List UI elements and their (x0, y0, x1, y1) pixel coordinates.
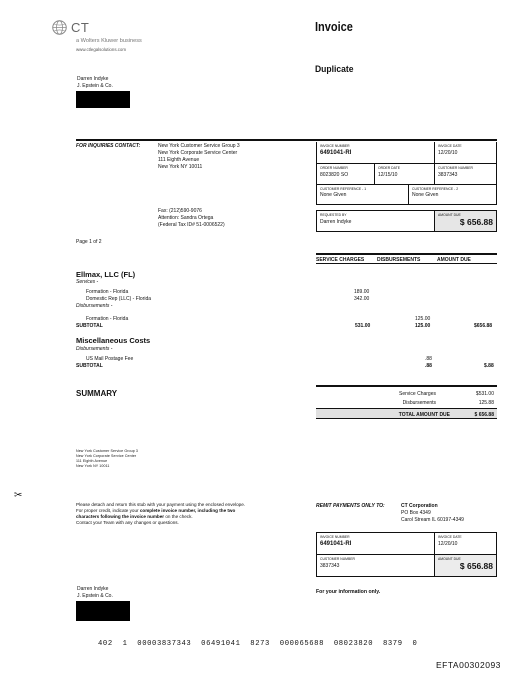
summary-disb-value: 125.88 (478, 400, 494, 406)
line-item-amount: 342.00 (354, 296, 370, 302)
page-number: Page 1 of 2 (76, 239, 102, 245)
section-title: Miscellaneous Costs (76, 336, 151, 345)
disbursements-label: Disbursements - (76, 346, 113, 352)
cell-requested-by (316, 210, 435, 232)
inquiries-tax-id: (Federal Tax ID# 51-0006522) (158, 222, 225, 228)
total-value: $ 656.88 (474, 411, 494, 418)
subtotal-disbursements: .88 (425, 363, 432, 369)
remit-line: CT Corporation (401, 503, 438, 509)
label-invoice-date: INVOICE DATE (438, 535, 462, 539)
remit-line: Carol Stream IL 60197-4349 (401, 517, 464, 523)
cell-order-number (316, 164, 375, 185)
line-item-desc: US Mail Postage Fee (86, 356, 134, 362)
cell-customer-number (435, 164, 497, 185)
inquiries-fax: Fax: (212)590-9076 (158, 208, 202, 214)
redaction-block (76, 91, 130, 108)
column-amount-due: AMOUNT DUE (437, 257, 471, 263)
label-invoice-number: INVOICE NUMBER (320, 535, 350, 539)
stub-recipient-company: J. Epstein & Co. (77, 593, 113, 599)
line-item-desc: Formation - Florida (86, 316, 129, 322)
cell-customer-ref-2 (409, 185, 497, 205)
value-order-number: 8023820 SO (320, 172, 349, 179)
line-item-amount: 125.00 (415, 316, 431, 322)
return-address-line: New York NY 10011 (76, 464, 110, 468)
ct-globe-icon (52, 20, 67, 35)
stub-cell-invoice-date (435, 533, 497, 555)
remit-line: PO Box 4349 (401, 510, 431, 516)
stub-instruction-4: Contact your Team with any changes or questions. (76, 520, 179, 525)
return-address-line: New York Customer Service Group 3 (76, 449, 139, 453)
instruction-emphasis: complete invoice number, including the two (139, 508, 236, 513)
inquiries-line-3: 111 Eighth Avenue (158, 157, 200, 163)
document-title: Invoice (315, 20, 353, 34)
invoice-info-box (316, 142, 497, 234)
value-customer-number: 3837343 (320, 563, 340, 570)
stub-cell-customer-number (316, 555, 435, 577)
stub-info-box (316, 532, 497, 578)
label-amount-due: AMOUNT DUE (438, 213, 461, 217)
value-customer-ref-2: None Given (412, 192, 439, 199)
ct-logo (52, 20, 172, 60)
label-customer-number: CUSTOMER NUMBER (320, 557, 355, 561)
cell-invoice-date (435, 142, 497, 164)
stub-cell-amount-due (435, 555, 497, 577)
inquiries-line-4: New York NY 10011 (158, 164, 203, 170)
value-invoice-date: 12/20/10 (438, 150, 458, 157)
instruction-text: For proper credit, indicate your (76, 508, 140, 513)
cell-amount-due (435, 210, 497, 232)
subtotal-label: SUBTOTAL (76, 363, 103, 369)
label-order-date: ORDER DATE (378, 166, 400, 170)
inquiries-line-1: New York Customer Service Group 3 (158, 143, 240, 149)
value-customer-number: 3837343 (438, 172, 458, 179)
copy-label: Duplicate (315, 64, 354, 75)
summary-disb-label: Disbursements (402, 400, 436, 406)
instruction-emphasis: characters following the invoice number (76, 514, 165, 519)
inquiries-attention: Attention: Sandra Ortega (158, 215, 214, 221)
cell-customer-ref-1 (316, 185, 409, 205)
section-title: Ellmax, LLC (FL) (76, 270, 136, 279)
line-item-desc: Domestic Rep (LLC) - Florida (86, 296, 152, 302)
label-invoice-number: INVOICE NUMBER (320, 144, 350, 148)
value-requested-by: Darren Indyke (320, 219, 352, 226)
inquiries-line-2: New York Corporate Service Center (158, 150, 238, 156)
bates-number: EFTA00302093 (436, 660, 501, 670)
header-rule (76, 139, 497, 141)
column-disbursements: DISBURSEMENTS (377, 257, 421, 263)
column-service-charges: SERVICE CHARGES (316, 257, 365, 263)
value-invoice-date: 12/20/10 (438, 541, 458, 548)
subtotal-disbursements: 125.00 (415, 323, 431, 329)
recipient-name: Darren Indyke (77, 76, 109, 82)
label-amount-due: AMOUNT DUE (438, 557, 461, 561)
stub-cell-invoice-number (316, 533, 435, 555)
subtotal-service: 531.00 (355, 323, 371, 329)
subtotal-due: $.88 (484, 363, 494, 369)
label-invoice-date: INVOICE DATE (438, 144, 462, 148)
value-order-date: 12/15/10 (378, 172, 398, 179)
return-address-line: New York Corporate Service Center (76, 454, 137, 458)
info-note: For your information only. (316, 589, 381, 595)
recipient-company: J. Epstein & Co. (77, 83, 113, 89)
value-amount-due: $ 656.88 (459, 217, 493, 228)
redaction-block (76, 601, 130, 621)
value-invoice-number: 6491041-RI (320, 150, 352, 157)
summary-service-value: $531.00 (475, 391, 494, 397)
label-requested-by: REQUESTED BY (320, 213, 347, 217)
inquiries-label: FOR INQUIRIES CONTACT: (76, 143, 141, 149)
disbursements-label: Disbursements - (76, 303, 113, 309)
total-bar (316, 408, 497, 419)
instruction-text: on the check. (164, 514, 193, 519)
label-customer-number: CUSTOMER NUMBER (438, 166, 473, 170)
summary-service-label: Service Charges (399, 391, 436, 397)
stub-instruction-3 (76, 514, 193, 520)
columns-bottom-rule (316, 263, 497, 264)
logo-tagline: a Wolters Kluwer business (76, 38, 142, 44)
stub-instruction-1: Please detach and return this stub with your payment using the enclosed envelope. (76, 502, 246, 507)
ocr-scanline: 402 1 00003837343 06491041 8273 000065688 08023820 8379 0 (98, 640, 418, 648)
summary-rule (316, 385, 497, 387)
line-item-amount: 189.00 (354, 289, 370, 295)
label-order-number: ORDER NUMBER (320, 166, 348, 170)
stub-recipient-name: Darren Indyke (77, 586, 109, 592)
value-invoice-number: 6491041-RI (320, 541, 352, 548)
label-customer-ref-1: CUSTOMER REFERENCE - 1 (320, 187, 367, 191)
logo-url: www.ctlegalsolutions.com (76, 47, 127, 52)
stub-instruction-2 (76, 508, 235, 514)
subtotal-label: SUBTOTAL (76, 323, 103, 329)
remit-label: REMIT PAYMENTS ONLY TO: (316, 503, 385, 509)
total-label: TOTAL AMOUNT DUE (398, 411, 450, 418)
cell-invoice-number (316, 142, 435, 164)
logo-mark: CT (71, 20, 90, 35)
label-customer-ref-2: CUSTOMER REFERENCE - 2 (412, 187, 459, 191)
subtotal-due: $656.88 (474, 323, 493, 329)
summary-title: SUMMARY (76, 389, 118, 398)
line-item-desc: Formation - Florida (86, 289, 129, 295)
columns-top-rule (316, 253, 497, 255)
cell-order-date (375, 164, 435, 185)
return-address-line: 111 Eighth Avenue (76, 459, 108, 463)
value-amount-due: $ 656.88 (459, 561, 493, 572)
services-label: Services - (76, 279, 99, 285)
line-item-amount: .88 (425, 356, 432, 362)
scissors-icon: ✂ (14, 490, 23, 501)
value-customer-ref-1: None Given (320, 192, 347, 199)
